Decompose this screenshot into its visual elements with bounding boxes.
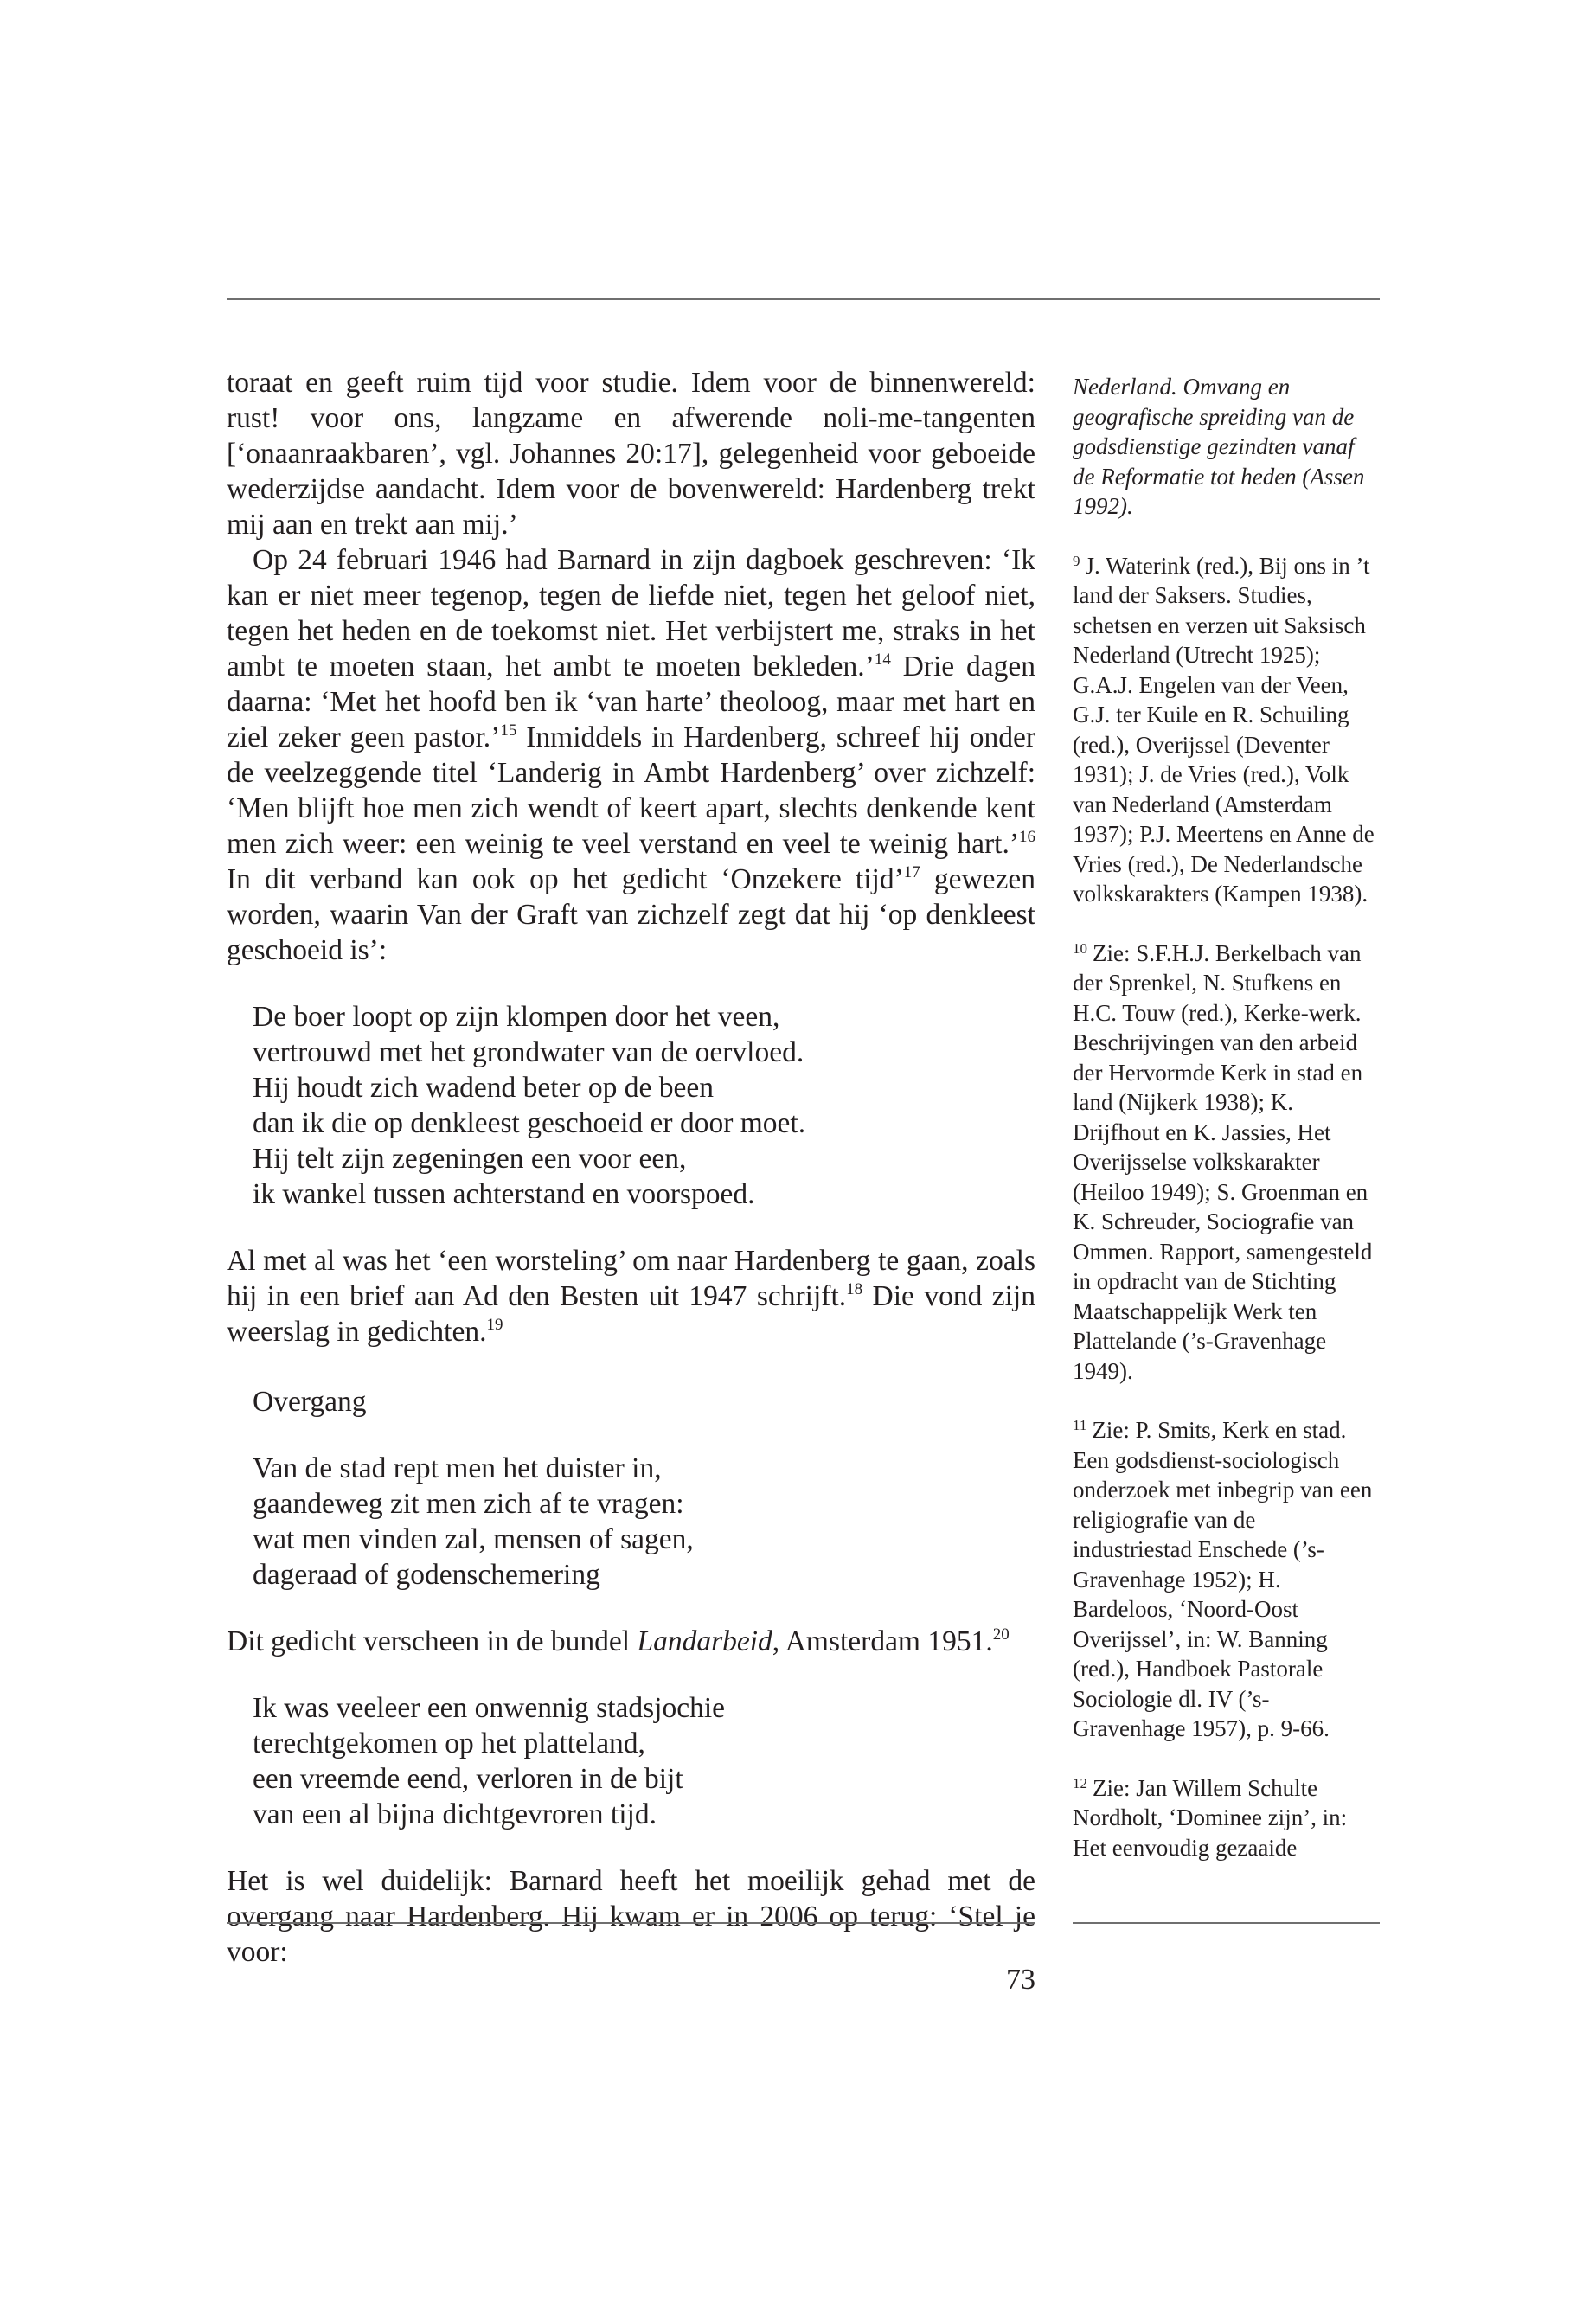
poem-stanza: Van de stad rept men het duister in, gaandeweg zit men zich af te vragen: wat men vinden zal, mensen of sagen, dageraad of godenschemering [253,1452,694,1591]
text: In dit verband kan ook op het gedicht ‘Onzekere tijd’ [227,863,904,895]
text: Al met al was het ‘een worsteling’ om naar Hardenberg te gaan, zoals hij in een brief aan Ad den Besten uit 1947 schrijft. [227,1245,1035,1312]
text: Dit gedicht verscheen in de bundel [227,1625,638,1657]
text: , Amsterdam 1951. [772,1625,993,1657]
text: gewezen worden, waarin Van der Graft van zichzelf zegt dat hij ‘op denkleest geschoeid is’: [227,863,1036,966]
paragraph [227,542,1035,968]
footnote-number: 12 [1073,1774,1087,1791]
footnote-number: 11 [1073,1417,1087,1433]
footnote-text: J. Waterink (red.), Bij ons in ’t land der Saksers. Studies, schetsen en verzen uit Saksisch Nederland (Utrecht 1925); G.A.J. Engelen van der Veen, G.J. ter Kuile en R. Schuiling (red.), Overijssel (Deventer 1931); J. de Vries (red.), Volk van Nederland (Amsterdam 1937); P.J. Meertens en Anne de Vries (red.), De Nederlandsche volkskarakters (Kampen 1938). [1073,552,1375,907]
footnote-text: Zie: Jan Willem Schulte Nordholt, ‘Dominee zijn’, in: Het eenvoudig gezaaide [1073,1774,1348,1861]
footnote-ref: 16 [1019,828,1035,846]
footnote-number: 10 [1073,939,1087,957]
footnote-ref: 19 [486,1316,503,1334]
footnote-ref: 15 [500,721,517,740]
footnote-10 [1073,934,1380,1387]
header-rule [227,298,1380,300]
footnote-11 [1073,1411,1380,1744]
text: Drie dagen daarna: ‘Met het hoofd ben ik ‘van harte’ theoloog, maar met hart en ziel zeker geen pastor.’ [227,651,1035,753]
text: Inmiddels in Hardenberg, schreef hij onder de veelzeggende titel ‘Landerig in Ambt Hardenberg’ over zichzelf: ‘Men blijft hoe men zich wendt of keert apart, slechts denkende kent men zich weer: een weinig te veel verstand en veel te weinig hart.’ [227,721,1035,860]
main-text-column [227,365,1035,1970]
book-title: Landarbeid [637,1625,772,1657]
text: Die vond zijn weerslag in gedichten. [227,1280,1035,1348]
poem-quote: De boer loopt op zijn klompen door het veen, vertrouwd met het grondwater van de oervloed. Hij houdt zich wadend beter op de been dan ik die op denkleest geschoeid er door moet. Hij telt zijn zegeningen een voor een, ik wankel tussen achterstand en voorspoed. [253,1001,806,1210]
paragraph: Het is wel duidelijk: Barnard heeft het moeilijk gehad met de overgang naar Hardenberg. Hij kwam er in 2006 op terug: ‘Stel je voor: [227,1865,1035,1968]
text: Op 24 februari 1946 had Barnard in zijn dagboek geschreven: ‘Ik kan er niet meer tegenop, tegen de liefde niet, tegen het geloof niet, tegen het heden en de toekomst niet. Het verbijstert me, straks in het ambt te moeten staan, het ambt te moeten bekleden.’ [227,544,1035,683]
poem-title: Overgang [253,1386,367,1418]
paragraph [227,1624,1035,1659]
footnote-9 [1073,547,1380,909]
paragraph: toraat en geeft ruim tijd voor studie. Idem voor de binnenwereld: rust! voor ons, langzame en afwerende noli-me-tangenten [‘onaanraakbaren’, vgl. Johannes 20:17], gelegenheid voor geboeide wederzijdse aandacht. Idem voor de bovenwereld: Hardenberg trekt mij aan en trekt aan mij.’ [227,367,1035,541]
footnote-ref: 18 [846,1280,863,1298]
footnote-ref: 17 [903,863,920,881]
notes-footer-rule [1073,1922,1380,1924]
footnote-ref: 14 [874,651,891,669]
footnote-text: Zie: P. Smits, Kerk en stad. Een godsdienst-sociologisch onderzoek met inbegrip van een religiografie van de industriestad Enschede (’s-Gravenhage 1952); H. Bardeloos, ‘Noord-Oost Overijssel’, in: W. Banning (red.), Handboek Pastorale Sociologie dl. IV (’s-Gravenhage 1957), p. 9-66. [1073,1417,1373,1741]
paragraph [227,1243,1035,1349]
footnote-number: 9 [1073,552,1080,569]
footnote-12 [1073,1769,1380,1863]
footnote-ref: 20 [992,1625,1010,1644]
poem-quote: Ik was veeleer een onwennig stadsjochie terechtgekomen op het platteland, een vreemde eend, verloren in de bijt van een al bijna dichtgevroren tijd. [253,1692,726,1830]
main-footer-rule [227,1922,1035,1924]
footnote-text: Zie: S.F.H.J. Berkelbach van der Sprenkel, N. Stufkens en H.C. Touw (red.), Kerke-werk. Beschrijvingen van den arbeid der Hervormde Kerk in stad en land (Nijkerk 1938); K. Drijfhout en K. Jassies, Het Overijsselse volkskarakter (Heiloo 1949); S. Groenman en K. Schreuder, Sociografie van Ommen. Rapport, samengesteld in opdracht van de Stichting Maatschappelijk Werk ten Plattelande (’s-Gravenhage 1949). [1073,939,1373,1384]
footnote-continuation: Nederland. Omvang en geografische spreiding van de godsdienstige gezindten vanaf de Reformatie tot heden (Assen 1992). [1073,374,1365,519]
page-number: 73 [1006,1964,1035,1996]
footnotes-column [1073,372,1380,1888]
